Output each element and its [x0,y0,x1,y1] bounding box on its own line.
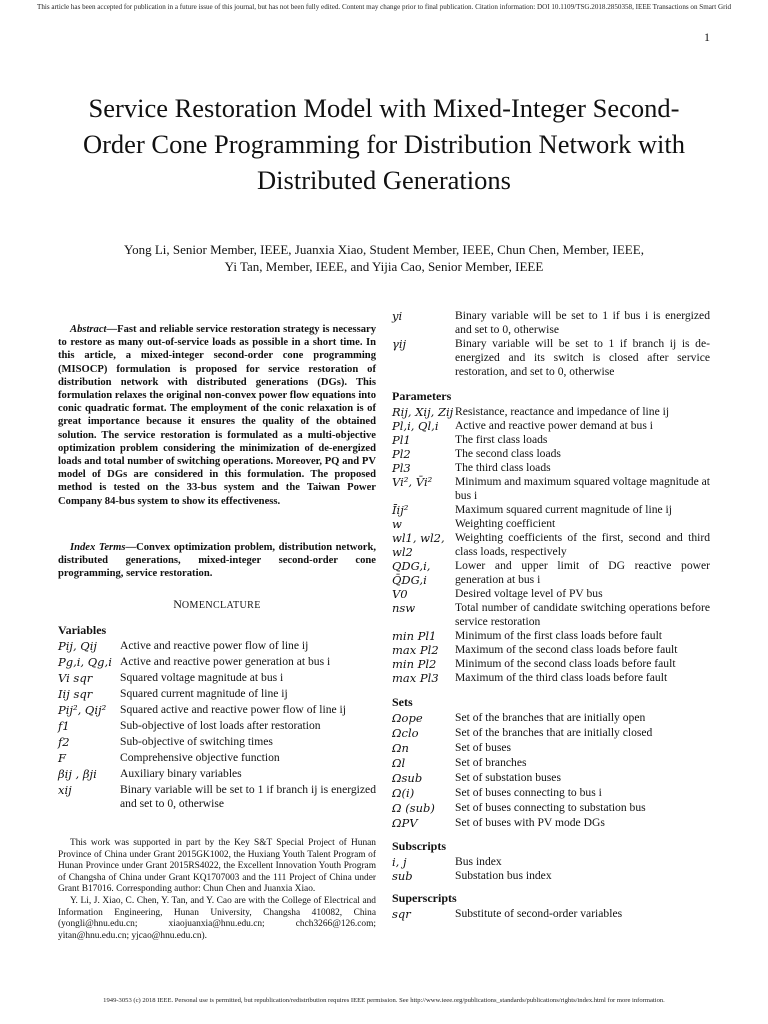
nomenclature-row [392,461,710,475]
nomenclature-symbol: nsw [392,601,416,615]
nomenclature-heading: NOMENCLATURE [173,597,261,611]
nomenclature-definition: Maximum of the third class loads before fault [455,671,668,684]
nomenclature-row [58,639,376,655]
nomenclature-definition: Total number of candidate switching operations before service restoration [455,601,710,628]
nomenclature-row [392,786,710,801]
nomenclature-definition: Squared current magnitude of line ij [120,687,288,700]
index-terms-lead: Index Terms [70,542,126,553]
nomenclature-definition: Minimum of the first class loads before fault [455,629,663,642]
index-terms [58,541,376,581]
nomenclature-definition: Set of buses connecting to substation bus [455,801,646,814]
nomenclature-definition: The second class loads [455,447,561,460]
nomenclature-symbol: Pl3 [392,461,411,475]
nomenclature-definition: Binary variable will be set to 1 if branch ij is energized and set to 0, otherwise [120,783,376,810]
nomenclature-row [392,855,710,869]
nomenclature-definition: Binary variable will be set to 1 if branch ij is de-energized and its switch is closed after service restoration, and set to 0, otherwise [455,337,710,378]
nomenclature-symbol: f2 [58,735,70,749]
nomenclature-row [58,783,376,811]
nomenclature-row [392,643,710,657]
parameters-heading: Parameters [392,389,452,403]
nomenclature-row [58,671,376,687]
nomenclature-symbol: Pl1 [392,433,411,447]
nomenclature-definition: Weighting coefficient [455,517,556,530]
nomenclature-definition: Maximum of the second class loads before fault [455,643,678,656]
nomenclature-symbol: f1 [58,719,70,733]
nomenclature-symbol: Pl2 [392,447,411,461]
nomenclature-row [392,405,710,419]
nomenclature-row [392,309,710,337]
nomenclature-symbol: Ωn [392,741,409,755]
nomenclature-row [392,771,710,786]
nomenclature-definition: Substitute of second-order variables [455,907,623,920]
nomenclature-symbol: γij [392,337,407,351]
nomenclature-definition: The third class loads [455,461,551,474]
nomenclature-symbol: xij [58,783,72,797]
nomenclature-row [392,711,710,726]
nomenclature-symbol: QDG,i, Q̄DG,i [392,559,431,587]
variables-section [58,623,376,811]
nomenclature-definition: The first class loads [455,433,548,446]
page-number: 1 [704,30,710,44]
nomenclature-row [58,719,376,735]
nomenclature-symbol: yi [392,309,403,323]
nomenclature-row [392,587,710,601]
nomenclature-symbol: max Pl2 [392,643,439,657]
nomenclature-definition: Active and reactive power flow of line ij [120,639,309,652]
nomenclature-row [392,559,710,587]
nomenclature-definition: Set of the branches that are initially closed [455,726,653,739]
nomenclature-definition: Set of substation buses [455,771,561,784]
nomenclature-symbol: w [392,517,402,531]
nomenclature-symbol: i, j [392,855,407,869]
nomenclature-definition: Minimum and maximum squared voltage magnitude at bus i [455,475,711,502]
author-line-2: Yi Tan, Member, IEEE, and Yijia Cao, Senior Member, IEEE [224,259,544,274]
journal-notice: This article has been accepted for publication in a future issue of this journal, but has not been fully edited. Content may change prior to final publication. Citation information: DOI 10.1109/TSG.2018.2850358, IEEE Transactions on Smart Grid [37,3,731,11]
nomenclature-row [392,671,710,685]
nomenclature-row [58,703,376,719]
nomenclature-symbol: V0 [392,587,408,601]
funding-note: This work was supported in part by the Key S&T Special Project of Hunan Province of China under Grant 2015GK1002, the Huxiang Youth Talent Program of Hunan Province under Grant 2015RS4022, the Excellent Innovation Youth Program of Changsha of China under Grant KQ1707003 and the 111 Project of China under Grant B17016. Corresponding author: Chun Chen and Juanxia Xiao. [58,838,376,895]
affiliation-note: Y. Li, J. Xiao, C. Chen, Y. Tan, and Y. Cao are with the College of Electrical and Information Engineering, Hunan University, Changsha 410082, China (yongli@hnu.edu.cn; xiaojuanxia@hnu.edu.cn; chch3266@126.com; yitan@hnu.edu.cn; yjcao@hnu.edu.cn). [58,895,376,941]
author-list [40,241,728,275]
paper-title: Service Restoration Model with Mixed-Integer Second-Order Cone Programming for Distribution Network with Distributed Generations [82,93,686,195]
nomenclature-symbol: min Pl1 [392,629,437,643]
sets-list [392,711,710,831]
nomenclature-symbol: sqr [392,907,411,921]
nomenclature-row [58,735,376,751]
nomenclature-definition: Desired voltage level of PV bus [455,587,603,600]
nomenclature-row [392,419,710,433]
nomenclature-symbol: Ωope [392,711,423,725]
parameters-list [392,405,710,685]
nomenclature-definition: Minimum of the second class loads before fault [455,657,676,670]
nomenclature-row [58,751,376,767]
nomenclature-row [392,601,710,629]
nomenclature-definition: Squared voltage magnitude at bus i [120,671,284,684]
nomenclature-definition: Active and reactive power generation at bus i [120,655,331,668]
nomenclature-row [392,741,710,756]
nomenclature-definition: Comprehensive objective function [120,751,280,764]
nomenclature-definition: Lower and upper limit of DG reactive power generation at bus i [455,559,710,586]
sets-heading: Sets [392,695,413,709]
nomenclature-row [392,816,710,831]
nomenclature-row [392,503,710,517]
nomenclature-symbol: Pij², Qij² [58,703,107,717]
nomenclature-row [58,767,376,783]
nomenclature-symbol: Vi sqr [58,671,93,685]
nomenclature-symbol: wl1, wl2, wl2 [392,531,445,559]
nomenclature-symbol: Ωclo [392,726,419,740]
variables-heading: Variables [58,623,107,637]
nomenclature-definition: Substation bus index [455,869,552,882]
nomenclature-definition: Set of buses connecting to bus i [455,786,602,799]
nomenclature-symbol: Pij, Qij [58,639,97,653]
nomenclature-definition: Set of the branches that are initially open [455,711,646,724]
abstract-text: —Fast and reliable service restoration strategy is necessary to restore as many out-of-service loads as possible in a short time. In this article, a mixed-integer second-order cone programming (MISOCP) formulation is proposed for service restoration of distribution network with distributed generations (DGs). This formulation relaxes the original non-convex power flow equations into conic quadratic format. The employment of the conic relaxation is of great importance because it ensures the quality of the obtained solution. The service restoration is formulated as a multi-objective optimization problem considering the minimization of de-energized loads and total number of switching operations. Moreover, PQ and PV model of DGs are considered in this formulation. The proposed method is tested on the 33-bus system and the Taiwan Power Company 84-bus system to show its effectiveness. [58,324,376,507]
nomenclature-symbol: sub [392,869,413,883]
nomenclature-row [392,433,710,447]
nomenclature-definition: Sub-objective of switching times [120,735,273,748]
nomenclature-symbol: Rij, Xij, Zij [392,405,454,419]
nomenclature-row [392,907,710,921]
nomenclature-symbol: Iij sqr [58,687,93,701]
nomenclature-symbol: Pl,i, Ql,i [392,419,439,433]
abstract [58,323,376,508]
nomenclature-definition: Weighting coefficients of the first, second and third class loads, respectively [455,531,710,558]
nomenclature-definition: Set of branches [455,756,527,769]
nomenclature-row [392,869,710,883]
right-column [392,309,710,921]
nomenclature-row [392,657,710,671]
nomenclature-symbol: βij , βji [58,767,97,781]
copyright-notice: 1949-3053 (c) 2018 IEEE. Personal use is permitted, but republication/redistribution requires IEEE permission. See http://www.ieee.org/publications_standards/publications/rights/index.html for more information. [103,997,665,1004]
nomenclature-definition: Squared active and reactive power flow of line ij [120,703,346,716]
subscripts-heading: Subscripts [392,839,447,853]
nomenclature-row [392,756,710,771]
nomenclature-symbol: Ωsub [392,771,423,785]
index-terms-text: —Convex optimization problem, distribution network, distributed generations, mixed-integer second-order cone programming, service restoration. [58,542,376,580]
subscripts-list [392,855,710,883]
nomenclature-row [392,337,710,379]
nomenclature-symbol: Ω (sub) [392,801,435,815]
author-line-1: Yong Li, Senior Member, IEEE, Juanxia Xiao, Student Member, IEEE, Chun Chen, Member, IEEE, [124,242,644,257]
nomenclature-definition: Set of buses with PV mode DGs [455,816,605,829]
nomenclature-definition: Active and reactive power demand at bus i [455,419,653,432]
nomenclature-definition: Sub-objective of lost loads after restoration [120,719,321,732]
nomenclature-symbol: Vi², V̄i² [392,475,433,489]
nomenclature-definition: Bus index [455,855,502,868]
nomenclature-definition: Auxiliary binary variables [120,767,242,780]
nomenclature-row [392,801,710,816]
variables-list [58,639,376,811]
nomenclature-symbol: Ωl [392,756,406,770]
nomenclature-row [392,475,710,503]
footnote [58,838,376,942]
abstract-lead: Abstract [70,324,107,335]
nomenclature-definition: Set of buses [455,741,512,754]
nomenclature-row [392,629,710,643]
nomenclature-row [392,517,710,531]
nomenclature-row [58,655,376,671]
nomenclature-symbol: Pg,i, Qg,i [58,655,112,669]
nomenclature-symbol: max Pl3 [392,671,439,685]
nomenclature-symbol: Ω(i) [392,786,415,800]
nomenclature-row [392,447,710,461]
nomenclature-row [58,687,376,703]
nomenclature-symbol: min Pl2 [392,657,437,671]
nomenclature-definition: Maximum squared current magnitude of line ij [455,503,673,516]
nomenclature-definition: Binary variable will be set to 1 if bus i is energized and set to 0, otherwise [455,309,710,336]
nomenclature-row [392,726,710,741]
nomenclature-definition: Resistance, reactance and impedance of line ij [455,405,670,418]
nomenclature-symbol: F [58,751,66,765]
superscripts-heading: Superscripts [392,891,457,905]
nomenclature-symbol: Īij² [392,503,409,517]
nomenclature-symbol: ΩPV [392,816,418,830]
nomenclature-row [392,531,710,559]
superscripts-list [392,907,710,921]
right-variables-list [392,309,710,379]
